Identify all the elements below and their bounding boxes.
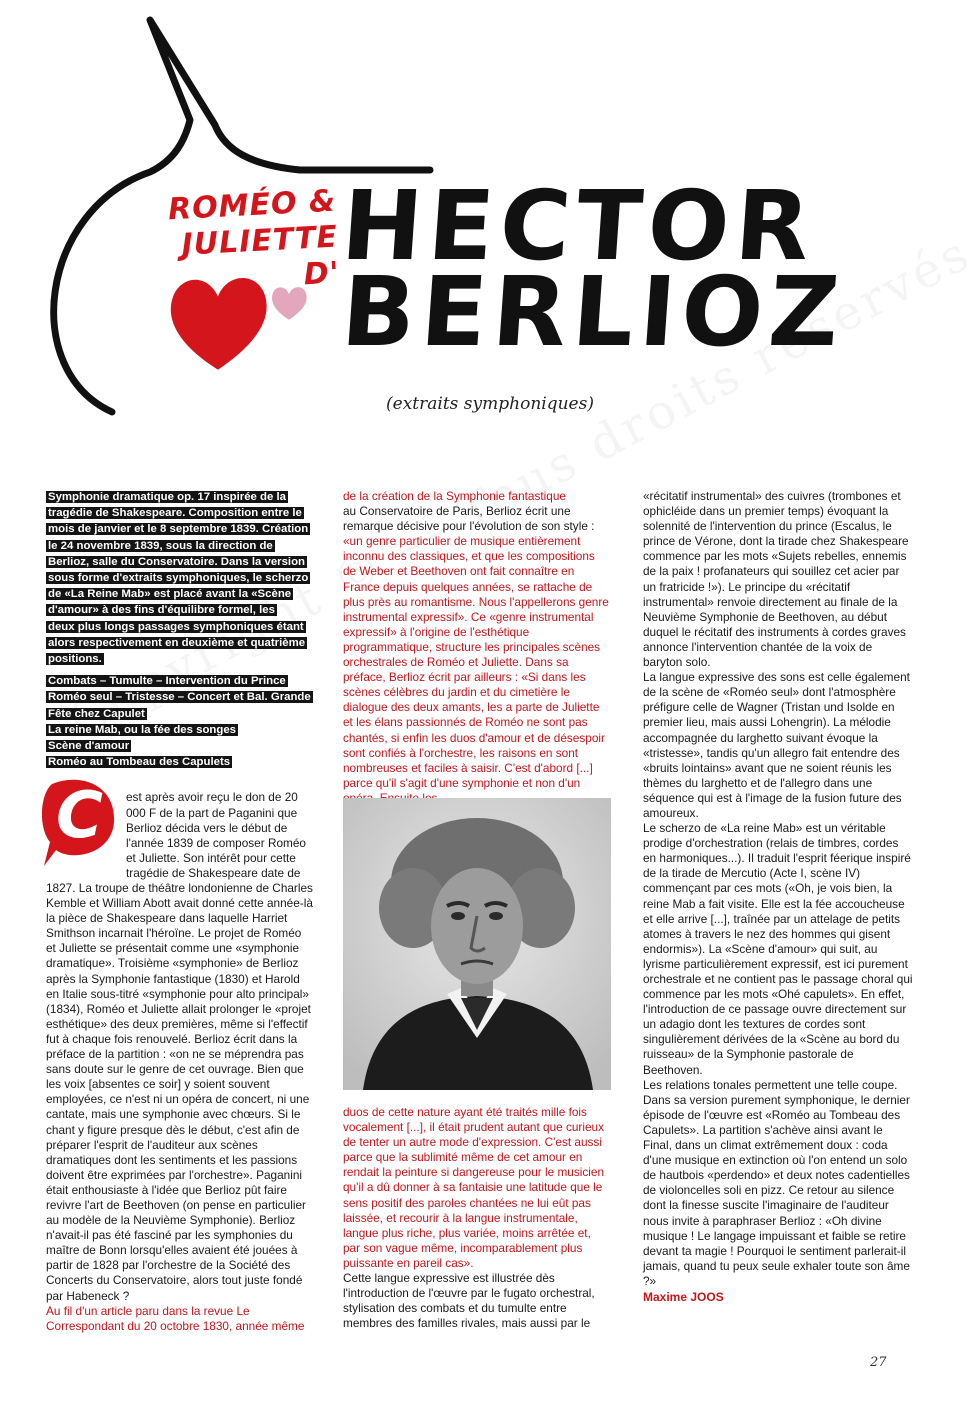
column-2: [343, 489, 611, 1331]
intro-line: de «La Reine Mab» est placé avant la «Scène: [48, 588, 292, 601]
intro-block: [46, 489, 314, 667]
intro-line: sous forme d'extraits symphoniques, le scherzo: [48, 572, 309, 585]
page-number: 27: [870, 1355, 887, 1370]
berlioz-portrait-image: [343, 798, 611, 1090]
subtitle: (extraits symphoniques): [386, 394, 594, 414]
intro-line: deux plus longs passages symphoniques étant: [48, 620, 304, 633]
col2-low: Cette langue expressive est illustrée dès l'introduction de l'œuvre par le fugato orchestral, stylisation des combats et du tumulte entre membres des familles rivales, mais aussi par le: [343, 1271, 595, 1331]
col1-red-paragraph: Au fil d'un article paru dans la revue Le Correspondant du 20 octobre 1830, année même: [46, 1303, 305, 1333]
title-hector: HECTOR: [338, 170, 820, 282]
column-1: [46, 489, 314, 1334]
movement-list: [46, 673, 314, 770]
intro-line: le 24 novembre 1839, sous la direction de: [48, 539, 273, 552]
movement-item: Fête chez Capulet: [48, 707, 145, 720]
col2-red-low: duos de cette nature ayant été traités mille fois vocalement [...], il était prudent autant que curieux de tenter un autre mode d'expression. C'est aussi parce que la sublimité même de cet amour en rendait la peinture si dangereuse pour le musicien qu'il a dû donner à sa fantaisie une latitude que le sens positif des paroles chantées ne lui eût pas laissée, et recourir à la langue instrumentale, langue plus riche, plus variée, moins arrêtée et, par son vague même, incomparablement plus puissante en pareil cas».: [343, 1105, 605, 1270]
col2-top: au Conservatoire de Paris, Berlioz écrit une remarque décisive pour l'évolution de son style :: [343, 504, 595, 534]
intro-line: mois de janvier et le 8 septembre 1839. Création: [48, 523, 309, 536]
author-signature: Maxime JOOS: [643, 1290, 724, 1304]
title-line-2: JULIETTE D': [180, 219, 341, 293]
col3-paragraph-3: Le scherzo de «La reine Mab» est un véritable prodige d'orchestration (relais de timbres, cordes en harmoniques...). Il traduit l'esprit féerique inspiré de la tirade de Mercutio (Acte I, scène IV) commençant par ces mots («Oh, je vois bien, la reine Mab a fait visite. Elle est la fée accoucheuse et elle arrive [...], traînée par un attelage de petits atomes à travers le nez des hommes qui gisent endormis»). La «Scène d'amour» qui suit, au lyrisme particulièrement expressif, est ici purement orchestrale et ne contient pas le passage choral qui commence par les mots «Ohé capulets». En effet, l'introduction de ce passage ouvre directement sur un adagio dont les textures de cordes sont singulièrement dérivées de la «Scène au bord du ruisseau» de la Symphonie pastorale de Beethoven.: [643, 821, 913, 1077]
intro-line: Symphonie dramatique op. 17 inspirée de la: [48, 491, 287, 503]
intro-line: Berlioz, salle du Conservatoire. Dans la version: [48, 555, 306, 568]
col3-paragraph-1: «récitatif instrumental» des cuivres (trombones et ophicléide dans un premier temps) évoquant la solennité de l'intervention du prince (Escalus, le prince de Vérone, dont la tirade chez Shakespeare commence par les mots «Sujets rebelles, ennemis de la paix ! profanateurs qui souillez cet acier par un fratricide !»). Le principe du «récitatif instrumental» renvoie directement au finale de la Neuvième Symphonie de Beethoven, au début duquel le récitatif des instruments à cordes graves annonce l'intervention chantée de la voix de baryton solo.: [643, 489, 909, 670]
col1-paragraph: est après avoir reçu le don de 20 000 F de la part de Paganini que Berlioz décida vers le début de l'année 1839 de composer Roméo et Juliette. Son intérêt pour cette tragédie de Shakespeare date de 1827. La troupe de théâtre londonienne de Charles Kemble et William Abott avait donné cette année-là la pièce de Shakespeare dans laquelle Harriet Smithson incarnait l'héroïne. Le projet de Roméo et Juliette se présentait comme une «symphonie dramatique». Troisième «symphonie» de Berlioz après la Symphonie fantastique (1830) et Harold en Italie sous-titré «symphonie pour alto principal» (1834), Roméo et Juliette allait prolonger le «projet esthétique» des deux premières, même si l'effectif fut à chaque fois renouvelé. Berlioz écrit dans la préface de la partition : «on ne se méprendra pas sans doute sur le genre de cet ouvrage. Bien que les voix [absentes ce soir] y soient souvent employées, ce n'est ni un opéra de concert, ni une cantate, mais une symphonie avec chœurs. Si le chant y figure presque dès le début, c'est afin de préparer l'esprit de l'auditeur aux scènes dramatiques dont les sentiments et les passions doivent être exprimées par l'orchestre». Paganini était enthousiaste à l'idée que Berlioz pût faire revivre l'art de Beethoven (on pense en particulier au modèle de la Neuvième Symphonie). Berlioz n'avait-il pas été fasciné par les symphonies du maître de Bonn lorsqu'elles avaient été jouées à partir de 1828 par l'orchestre de la Société des Concerts du Conservatoire, alors tout juste fondé par Habeneck ?: [46, 790, 313, 1303]
movement-item: Roméo seul – Tristesse – Concert et Bal. Grande: [48, 691, 311, 704]
intro-line: alors respectivement en deuxième et quatrième: [48, 636, 306, 649]
dropcap-letter: C: [56, 779, 103, 854]
movement-item: La reine Mab, ou la fée des songes: [48, 723, 237, 736]
intro-line: d'amour» à des fins d'équilibre formel, les: [48, 604, 275, 617]
intro-line: tragédie de Shakespeare. Composition entre le: [48, 507, 302, 520]
movement-item: Roméo au Tombeau des Capulets: [48, 756, 231, 769]
col2-red-mid: «un genre particulier de musique entièrement inconnu des classiques, et que les compositions de Weber et Beethoven ont fait connaître en France depuis quelques années, se rattache de plus près au romantisme. Nous l'appellerons genre instrumental expressif». Ce «genre instrumental expressif» à l'origine de l'esthétique programmatique, structure les principales scènes orchestrales de Roméo et Juliette. Dans sa préface, Berlioz écrit par ailleurs : «Si dans les scènes célèbres du jardin et du cimetière le dialogue des deux amants, les a parte de Juliette et les élans passionnés de Roméo ne sont pas chantés, si enfin les duos d'amour et de désespoir sont confiés à l'orchestre, les raisons en sont nombreuses et faciles à saisir. C'est d'abord [...] parce qu'il s'agit d'une symphonie et non d'un: [343, 534, 609, 790]
title-berlioz: BERLIOZ: [338, 256, 849, 368]
portrait-illustration: [343, 798, 611, 1090]
column-3: [643, 489, 913, 1289]
title-line-1: ROMÉO &: [167, 183, 337, 228]
movement-item: Scène d'amour: [48, 740, 130, 753]
intro-line: positions.: [48, 653, 102, 666]
col3-paragraph-4: Les relations tonales permettent une telle coupe. Dans sa version purement symphonique, le dernier épisode de l'œuvre est «Roméo au Tombeau des Capulets». La partition s'achève ainsi avant le Final, dans un climat extrêmement doux : coda d'une musique en extinction où l'on entend un solo de hautbois «perdendo» et deux notes cadentielles de violoncelles soli en pizz. Ce retour au silence dont la finesse suscite l'imaginaire de l'auditeur nous invite à paraphraser Berlioz : «Oh divine musique ! Le langage impuissant et faible se retire devant ta magie ! Pourquoi le sentiment parlerait-il jamais, quand tu peux seule exhaler toute son âme ?»: [643, 1077, 910, 1288]
dropcap: [42, 776, 120, 868]
pink-heart-icon: [268, 283, 310, 323]
movement-item: Combats – Tumulte – Intervention du Prince: [48, 675, 286, 688]
red-heart-icon: [165, 268, 271, 376]
col2-lower: [343, 1105, 611, 1331]
col3-paragraph-2: La langue expressive des sons est celle également de la scène de «Roméo seul» dont l'atmosphère préfigure celle de Wagner (Tristan und Isolde en premier lieu, mais aussi Lohengrin). La mélodie accompagnée du larghetto suivant évoque la «tristesse», tandis qu'un allegro fait entendre des «bruits lointains» avant que ne soient réunis les thèmes du larghetto et de l'allegro dans une séquence qui est à l'image de la fusion future des amoureux.: [643, 670, 910, 820]
body-start: [46, 779, 314, 1333]
col2-red-top: de la création de la Symphonie fantastique: [343, 489, 566, 503]
